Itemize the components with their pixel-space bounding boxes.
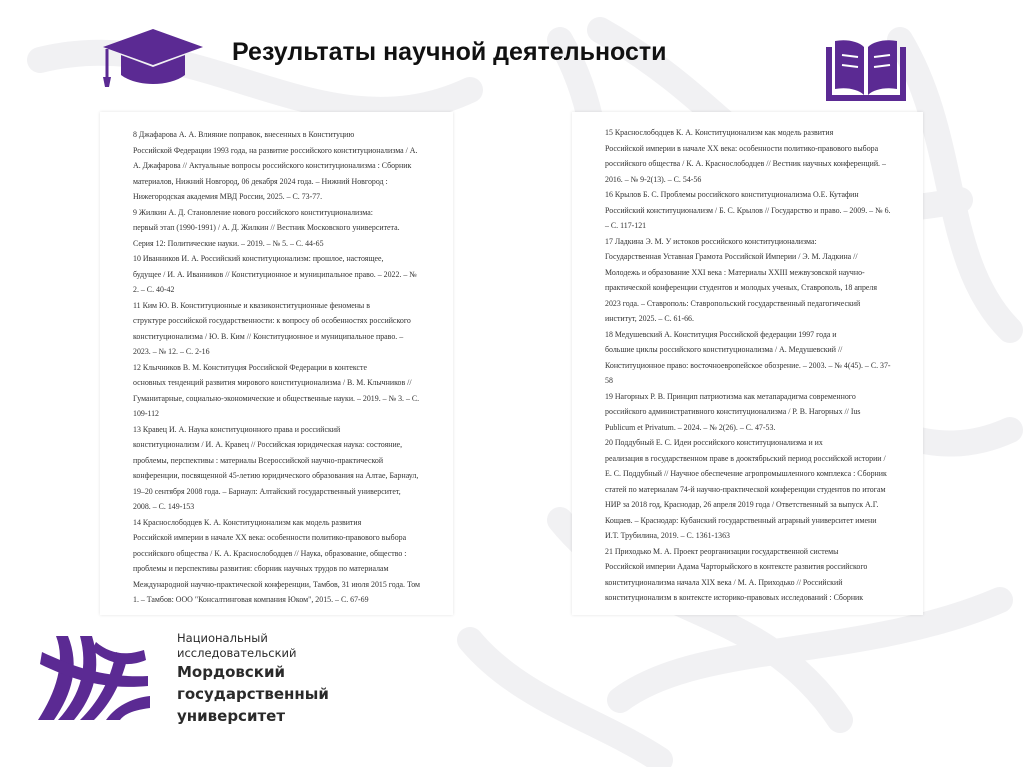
reference-text: 8 Джафарова А. А. Влияние поправок, внесенных в Конституцию Российской Федерации 1993 года, на развитие российского конституционализма / А. А. Джафарова // Актуальные вопросы российского конституционализма : Сборник материалов, Нижний Новгород, 06 декабря 2024 года. – Нижний Новгород : Нижегородская академия МВД России, 2025. – С. 73-77. (133, 130, 418, 201)
reference-item (133, 298, 433, 360)
document-page-right (572, 112, 923, 615)
reference-text: 20 Поддубный Е. С. Идеи российского конституционализма и их реализация в государственном праве в дооктябрьский период российской истории / Е. С. Поддубный // Научное обеспечение агропромышленного комплекса : Сборник статей по материалам 74-й научно-практической конференции студентов по итогам НИР за 2018 год, Краснодар, 26 апреля 2019 года / Ответственный за выпуск А.Г. Кощаев. – Краснодар: Кубанский государственный аграрный университет имени И.Т. Трубилина, 2019. – С. 1361-1363 (605, 438, 887, 540)
reference-text: 21 Приходько М. А. Проект реорганизации государственной системы Российской империи Адама Чарторыйского в контексте развития российского конституционализма начала XIX века / М. А. Приходько // Российский конституционализм в контексте историко-правовых исследований : Сборник (605, 546, 868, 602)
university-name-line: Мордовский (177, 663, 285, 681)
university-name-line: государственный (177, 685, 329, 703)
reference-text: 17 Ладкина Э. М. У истоков российского конституционализма: Государственная Уставная Грамота Российской Империи / Э. М. Ладкина // Молодежь и образование XXI века : Материалы XXIII межвузовской научно- практической конференции студентов и молодых ученых, Ставрополь, 18 апреля 2023 года. – Ставрополь: Ставропольский государственный педагогический институт, 2025. – С. 61-66. (605, 236, 877, 323)
reference-item (133, 422, 433, 515)
reference-text: 18 Медушевский А. Конституция Российской федерации 1997 года и большие циклы российского конституционализма / А. Медушевский // Конституционное право: восточноевропейское обозрение. – 2003. – № 4(45). – С. 37- 58 (605, 329, 891, 385)
reference-item (605, 435, 905, 544)
reference-item (605, 544, 905, 606)
reference-item (133, 251, 433, 298)
reference-text: 15 Краснослободцев К. А. Конституционализм как модель развития Российской империи в начале XX века: особенности политико-правового выбора российского общества / К. А. Краснослободцев // Вестник научных конференций. – 2016. – № 9-2(13). – С. 54-56 (605, 128, 886, 184)
reference-text: 13 Кравец И. А. Наука конституционного права и российский конституционализм / И. А. Кравец // Российская юридическая наука: состояние, проблемы, перспективы : материалы Всероссийской научно-практической конференции, посвященной 45-летию юридического образования на Алтае, Барнаул, 19–20 сентября 2008 года. – Барнаул: Алтайский государственный университет, 2008. – С. 149-153 (133, 424, 419, 511)
reference-text: 14 Краснослободцев К. А. Конституционализм как модель развития Российской империи в начале XX века: особенности политико-правового выбора российского общества / К. А. Краснослободцев // Наука, образование, общество : проблемы и перспективы развития: сборник научных трудов по материалам Международной научно-практической конференции, Тамбов, 31 июля 2015 года. Том 1. – Тамбов: ООО "Консалтинговая компания Юком", 2015. – С. 67-69 (133, 517, 420, 604)
slide-title: Результаты научной деятельности (232, 38, 667, 66)
university-name-line: Национальный (177, 631, 268, 645)
reference-item (605, 125, 905, 187)
open-book-icon (826, 37, 906, 101)
reference-item (605, 187, 905, 234)
reference-text: 10 Иванников И. А. Российский конституционализм: прошлое, настоящее, будущее / И. А. Иванников // Конституционное и муниципальное право. – 2022. – № 2. – С. 40-42 (133, 254, 417, 294)
university-name (177, 631, 329, 727)
reference-item (133, 127, 433, 205)
reference-text: 16 Крылов Б. С. Проблемы российского конституционализма О.Е. Кутафин Российский конституционализм / Б. С. Крылов // Государство и право. – 2009. – № 6. – С. 117-121 (605, 190, 891, 230)
reference-item (605, 389, 905, 436)
university-name-line: исследовательский (177, 646, 297, 660)
reference-item (133, 360, 433, 422)
reference-text: 9 Жилкин А. Д. Становление нового российского конституционализма: первый этап (1990-1991) / А. Д. Жилкин // Вестник Московского университета. Серия 12: Политические науки. – 2019. – № 5. – С. 44-65 (133, 207, 400, 248)
reference-item (133, 515, 433, 608)
university-name-line: университет (177, 707, 286, 725)
reference-text: 11 Ким Ю. В. Конституционные и квазиконституционные феномены в структуре российской государственности: к вопросу об особенностях российского конституционализма / Ю. В. Ким // Конституционное и муниципальное право. – 2023. – № 12. – С. 2-16 (133, 300, 411, 356)
graduation-cap-icon (97, 27, 205, 89)
reference-item (133, 205, 433, 252)
document-page-left (100, 112, 453, 615)
reference-text: 12 Клычников В. М. Конституция Российской Федерации в контексте основных тенденций развития мирового конституционализма / В. М. Клычников // Гуманитарные, социально-экономические и общественные науки. – 2019. – № 3. – С. 109-112 (133, 362, 420, 418)
university-logo-icon (36, 632, 152, 722)
reference-text: 19 Нагорных Р. В. Принцип патриотизма как метапарадигма современного российского административного конституционализма / Р. В. Нагорных // Ius Publicum et Privatum. – 2024. – № 2(26). – С. 47-53. (605, 391, 861, 432)
reference-item (605, 327, 905, 389)
reference-item (605, 234, 905, 327)
